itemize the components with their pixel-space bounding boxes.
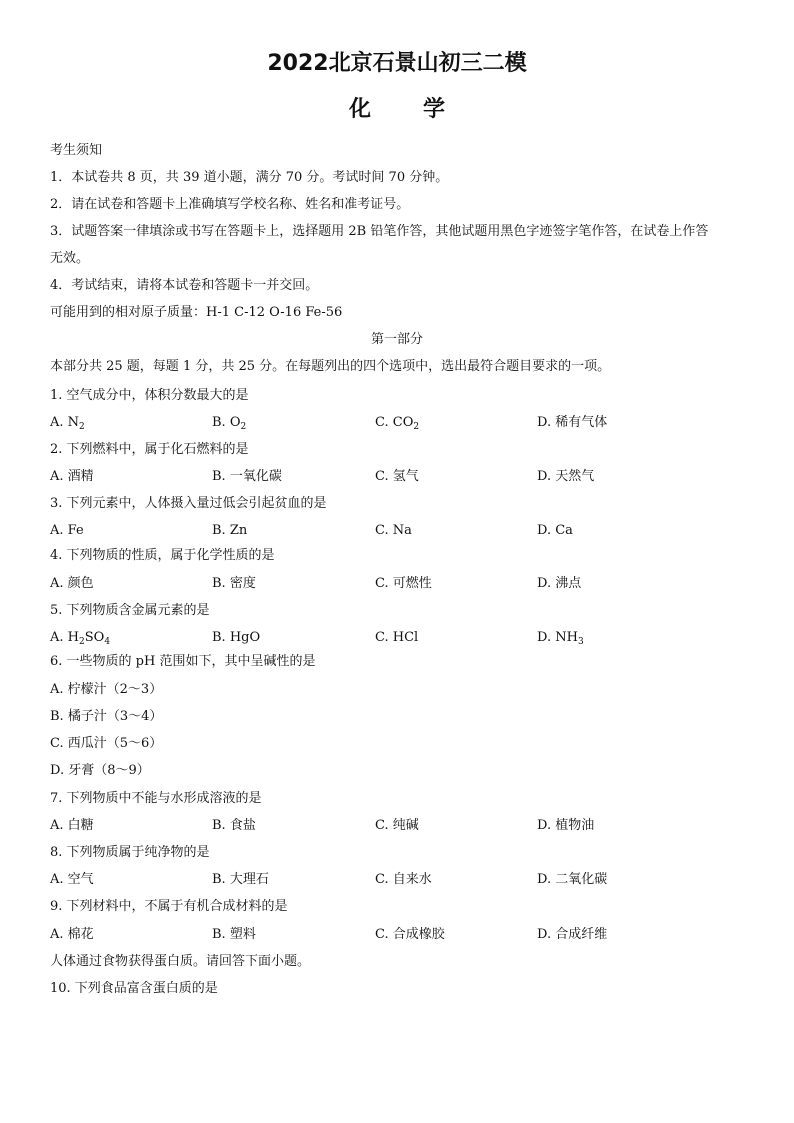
question-4-stem: 4. 下列物质的性质，属于化学性质的是 — [50, 548, 275, 563]
notice-line-3-cont: 无效。 — [50, 251, 90, 266]
part-title: 第一部分 — [370, 332, 423, 347]
notice-heading: 考生须知 — [50, 143, 103, 158]
question-2-option-b[interactable]: B. 一氧化碳 — [212, 469, 282, 484]
question-9-option-a[interactable]: A. 棉花 — [50, 927, 94, 942]
question-1-option-d[interactable]: D. 稀有气体 — [537, 415, 608, 430]
exam-title: 2022北京石景山初三二模 — [267, 51, 527, 76]
subject-char-2: 学 — [423, 97, 446, 122]
notice-line-1: 1．本试卷共 8 页，共 39 道小题，满分 70 分。考试时间 70 分钟。 — [50, 170, 449, 185]
question-5-option-c[interactable]: C. HCl — [375, 630, 419, 645]
question-6-option-c[interactable]: C. 西瓜汁（5～6） — [50, 736, 163, 751]
question-6-option-d[interactable]: D. 牙膏（8～9） — [50, 763, 150, 778]
question-3-option-d[interactable]: D. Ca — [537, 523, 573, 538]
question-7-option-c[interactable]: C. 纯碱 — [375, 818, 419, 833]
question-8-option-b[interactable]: B. 大理石 — [212, 872, 269, 887]
question-4-option-c[interactable]: C. 可燃性 — [375, 576, 432, 591]
subject-title — [0, 95, 794, 125]
question-7-stem: 7. 下列物质中不能与水形成溶液的是 — [50, 791, 262, 806]
question-5-option-d[interactable]: D. $NH_3$ — [537, 630, 584, 647]
question-8-option-c[interactable]: C. 自来水 — [375, 872, 432, 887]
question-10-stem: 10. 下列食品富含蛋白质的是 — [50, 981, 218, 996]
question-3-option-c[interactable]: C. Na — [375, 523, 412, 538]
question-9-stem: 9. 下列材料中，不属于有机合成材料的是 — [50, 899, 288, 914]
question-1-stem: 1. 空气成分中，体积分数最大的是 — [50, 388, 249, 403]
question-4-option-b[interactable]: B. 密度 — [212, 576, 256, 591]
subject-char-1: 化 — [348, 97, 371, 122]
question-1-option-a[interactable]: A. $N_2$ — [50, 415, 85, 432]
notice-line-4: 4．考试结束，请将本试卷和答题卡一并交回。 — [50, 278, 319, 293]
question-2-option-c[interactable]: C. 氢气 — [375, 469, 419, 484]
question-5-option-b[interactable]: B. HgO — [212, 630, 261, 645]
question-3-option-a[interactable]: A. Fe — [50, 523, 84, 538]
protein-intro: 人体通过食物获得蛋白质。请回答下面小题。 — [50, 954, 311, 969]
question-8-option-a[interactable]: A. 空气 — [50, 872, 94, 887]
question-3-option-b[interactable]: B. Zn — [212, 523, 248, 538]
question-8-stem: 8. 下列物质属于纯净物的是 — [50, 845, 210, 860]
question-5-option-a[interactable]: A. $H_2SO_4$ — [50, 630, 111, 647]
question-7-option-b[interactable]: B. 食盐 — [212, 818, 256, 833]
notice-line-3: 3．试题答案一律填涂或书写在答题卡上，选择题用 2B 铅笔作答，其他试题用黑色字迹签字笔作答，在试卷上作答 — [50, 224, 709, 239]
question-6-option-b[interactable]: B. 橘子汁（3～4） — [50, 709, 163, 724]
question-3-stem: 3. 下列元素中，人体摄入量过低会引起贫血的是 — [50, 496, 327, 511]
question-9-option-d[interactable]: D. 合成纤维 — [537, 927, 608, 942]
question-9-option-b[interactable]: B. 塑料 — [212, 927, 256, 942]
question-7-option-d[interactable]: D. 植物油 — [537, 818, 595, 833]
question-7-option-a[interactable]: A. 白糖 — [50, 818, 94, 833]
question-4-option-d[interactable]: D. 沸点 — [537, 576, 582, 591]
question-2-stem: 2. 下列燃料中，属于化石燃料的是 — [50, 442, 249, 457]
question-6-stem: 6. 一些物质的 pH 范围如下，其中呈碱性的是 — [50, 654, 316, 669]
part-instructions: 本部分共 25 题，每题 1 分，共 25 分。在每题列出的四个选项中，选出最符合题目要求的一项。 — [50, 359, 611, 374]
question-5-stem: 5. 下列物质含金属元素的是 — [50, 603, 210, 618]
question-2-option-d[interactable]: D. 天然气 — [537, 469, 595, 484]
question-1-option-c[interactable]: C. $CO_2$ — [375, 415, 420, 432]
question-4-option-a[interactable]: A. 颜色 — [50, 576, 94, 591]
notice-line-2: 2．请在试卷和答题卡上准确填写学校名称、姓名和准考证号。 — [50, 197, 410, 212]
question-6-option-a[interactable]: A. 柠檬汁（2～3） — [50, 682, 163, 697]
question-8-option-d[interactable]: D. 二氧化碳 — [537, 872, 608, 887]
question-9-option-c[interactable]: C. 合成橡胶 — [375, 927, 445, 942]
question-1-option-b[interactable]: B. $O_2$ — [212, 415, 247, 432]
question-2-option-a[interactable]: A. 酒精 — [50, 469, 94, 484]
atomic-masses: 可能用到的相对原子质量：H-1 C-12 O-16 Fe-56 — [50, 305, 343, 320]
